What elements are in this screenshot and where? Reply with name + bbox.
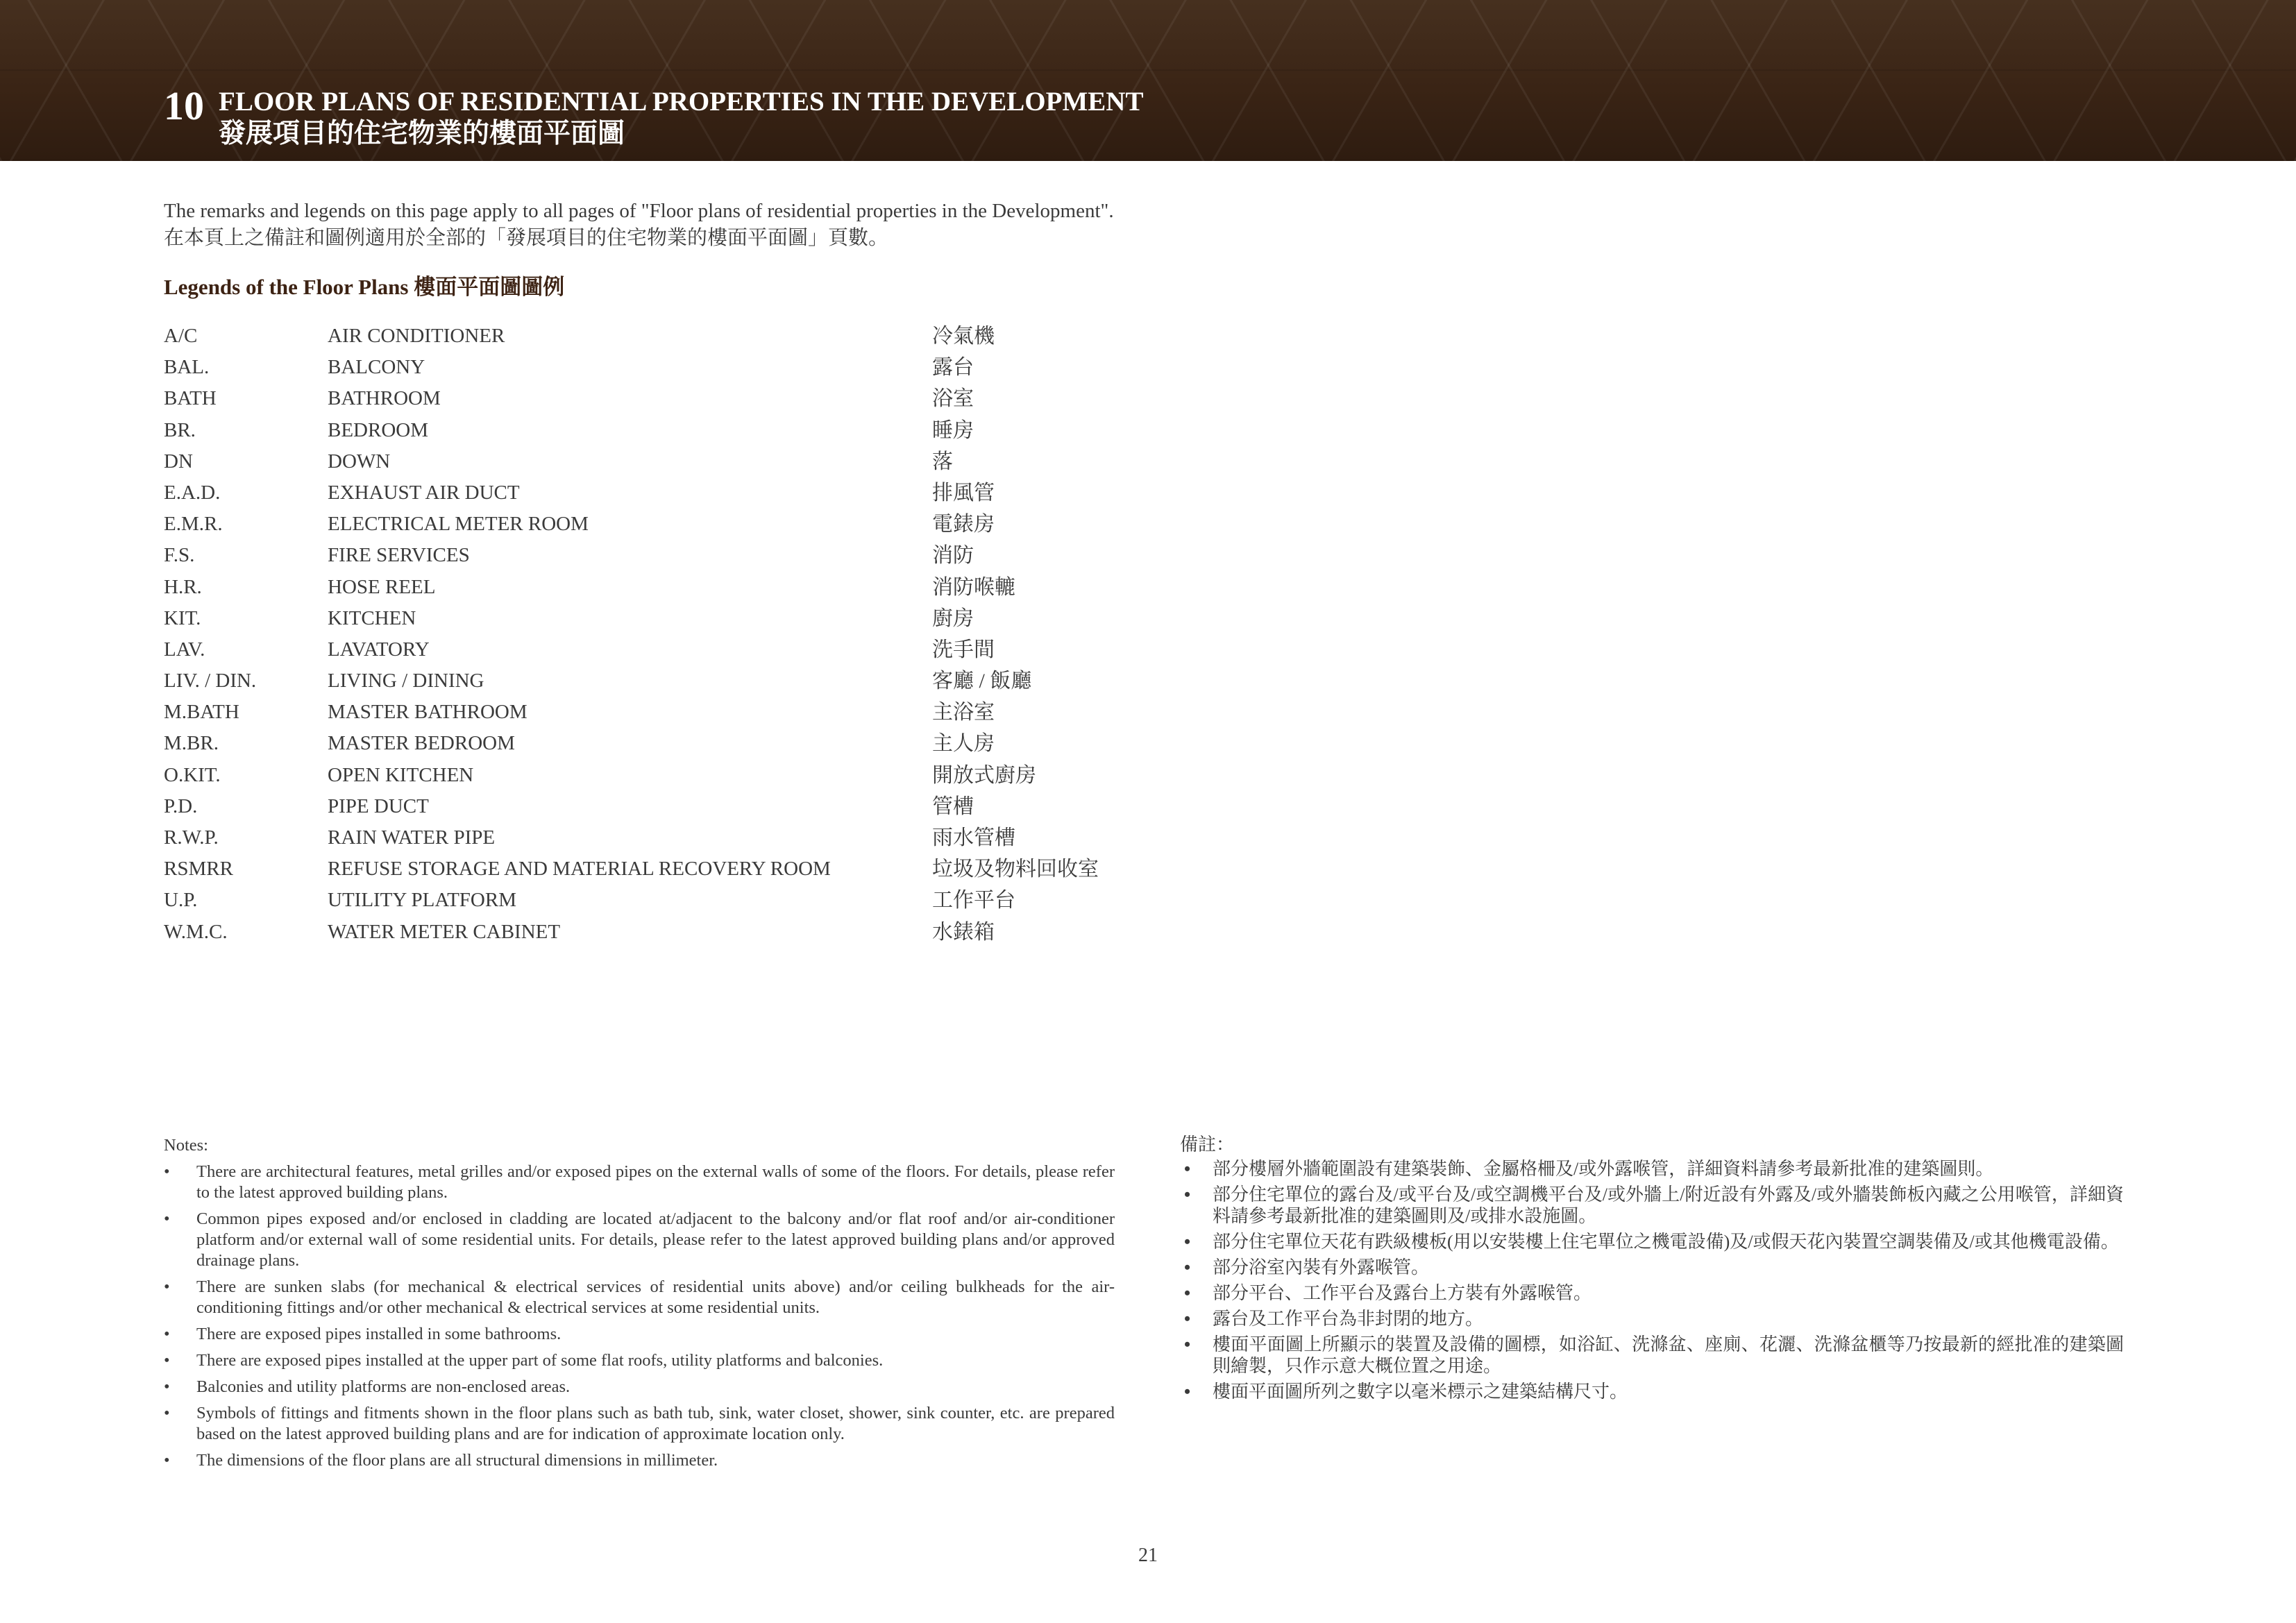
- notes-zh-list: [1180, 1158, 2124, 1402]
- section-title-en: FLOOR PLANS OF RESIDENTIAL PROPERTIES IN THE DEVELOPMENT: [219, 87, 1144, 117]
- page-number: 21: [1138, 1545, 1158, 1566]
- legend-term: OPEN KITCHEN: [328, 763, 474, 786]
- legend-abbreviation: M.BATH: [164, 701, 239, 724]
- notes-en-title: Notes:: [164, 1136, 208, 1155]
- legend-term-zh: 浴室: [932, 387, 974, 411]
- legend-term-zh: 廚房: [932, 606, 974, 630]
- note-item: • There are exposed pipes installed in some bathrooms.: [164, 1324, 1115, 1345]
- legend-term: FIRE SERVICES: [328, 544, 470, 567]
- legend-term: UTILITY PLATFORM: [328, 889, 517, 912]
- legend-abbreviation: M.BR.: [164, 732, 219, 755]
- note-item: • There are exposed pipes installed at the upper part of some flat roofs, utility platforms and balconies.: [164, 1350, 1115, 1371]
- note-item: • 樓面平面圖所列之數字以毫米標示之建築結構尺寸。: [1180, 1381, 2124, 1402]
- legend-term-zh: 電錶房: [932, 513, 995, 536]
- legend-term-zh: 開放式廚房: [932, 763, 1036, 787]
- legend-abbreviation: H.R.: [164, 575, 202, 598]
- legend-term: MASTER BATHROOM: [328, 701, 527, 724]
- legend-abbreviation: E.A.D.: [164, 481, 221, 504]
- section-title-zh: 發展項目的住宅物業的樓面平面圖: [219, 119, 625, 148]
- legend-abbreviation: RSMRR: [164, 858, 233, 881]
- legend-term: LAVATORY: [328, 638, 430, 661]
- notes-en-list: [164, 1162, 1115, 1471]
- legend-term-zh: 客廳 / 飯廳: [932, 670, 1032, 693]
- legend-abbreviation: BAL.: [164, 356, 210, 379]
- legend-abbreviation: BATH: [164, 387, 217, 410]
- legend-term: LIVING / DINING: [328, 670, 484, 692]
- note-item: • 露台及工作平台為非封閉的地方。: [1180, 1308, 2124, 1329]
- note-item: • Common pipes exposed and/or enclosed in cladding are located at/adjacent to the balcony and/or flat roof and/or air-conditioner platform and/or external wall of some residential units. For details, please refer to the latest approved building plans and/or approved drainage plans.: [164, 1209, 1115, 1271]
- legend-term: BEDROOM: [328, 418, 429, 441]
- legend-term-zh: 水錶箱: [932, 920, 995, 944]
- note-item: • 部分樓層外牆範圍設有建築裝飾、金屬格柵及/或外露喉管，詳細資料請參考最新批准的建築圖則。: [1180, 1158, 2124, 1180]
- legend-term: EXHAUST AIR DUCT: [328, 481, 520, 504]
- legend-abbreviation: E.M.R.: [164, 513, 223, 536]
- legend-term: HOSE REEL: [328, 575, 436, 598]
- legend-abbreviation: A/C: [164, 325, 198, 347]
- section-header-banner: [0, 0, 2296, 161]
- legend-term-zh: 管槽: [932, 794, 974, 818]
- legend-term-zh: 冷氣機: [932, 325, 995, 348]
- legend-term: BATHROOM: [328, 387, 441, 410]
- intro-text: [164, 198, 1114, 252]
- legend-term-zh: 洗手間: [932, 638, 995, 661]
- legend-abbreviation: BR.: [164, 418, 196, 441]
- legend-abbreviation: LIV. / DIN.: [164, 670, 257, 692]
- legend-term-zh: 垃圾及物料回收室: [932, 858, 1099, 881]
- legend-abbreviation: O.KIT.: [164, 763, 221, 786]
- legend-term-zh: 消防: [932, 544, 974, 568]
- legend-abbreviation: R.W.P.: [164, 826, 219, 849]
- note-item: • Balconies and utility platforms are non-enclosed areas.: [164, 1377, 1115, 1397]
- legend-term: REFUSE STORAGE AND MATERIAL RECOVERY ROOM: [328, 858, 831, 881]
- note-item: • 部分住宅單位天花有跌級樓板(用以安裝樓上住宅單位之機電設備)及/或假天花內裝置空調裝備及/或其他機電設備。: [1180, 1231, 2124, 1252]
- legend-abbreviation: DN: [164, 450, 193, 473]
- note-item: • Symbols of fittings and fitments shown in the floor plans such as bath tub, sink, water closet, shower, sink counter, etc. are prepared based on the latest approved building plans and are for indication of approximate location only.: [164, 1403, 1115, 1445]
- section-number: 10: [164, 83, 204, 128]
- legend-term-zh: 排風管: [932, 481, 995, 504]
- notes-zh-title: 備註：: [1180, 1135, 1235, 1155]
- notes-en: [164, 1135, 1115, 1477]
- legend-term: MASTER BEDROOM: [328, 732, 515, 755]
- legend-term: AIR CONDITIONER: [328, 325, 505, 347]
- legend-abbreviation: P.D.: [164, 794, 198, 817]
- intro-text-zh: 在本頁上之備註和圖例適用於全部的「發展項目的住宅物業的樓面平面圖」頁數。: [164, 227, 889, 249]
- note-item: • 樓面平面圖上所顯示的裝置及設備的圖標，如浴缸、洗滌盆、座廁、花灑、洗滌盆櫃等乃按最新的經批准的建築圖則繪製，只作示意大概位置之用途。: [1180, 1334, 2124, 1377]
- legend-term-zh: 主人房: [932, 732, 995, 756]
- note-item: • 部分住宅單位的露台及/或平台及/或空調機平台及/或外牆上/附近設有外露及/或外牆裝飾板內藏之公用喉管，詳細資料請參考最新批准的建築圖則及/或排水設施圖。: [1180, 1184, 2124, 1227]
- legend-term: ELECTRICAL METER ROOM: [328, 513, 589, 536]
- legend-term-zh: 雨水管槽: [932, 826, 1015, 849]
- legend-term: PIPE DUCT: [328, 794, 429, 817]
- legend-term-zh: 工作平台: [932, 889, 1015, 912]
- legend-term-zh: 睡房: [932, 418, 974, 442]
- legend-term-zh: 主浴室: [932, 701, 995, 724]
- legend-abbreviation: W.M.C.: [164, 920, 228, 943]
- legend-term: DOWN: [328, 450, 391, 473]
- legend-abbreviation: U.P.: [164, 889, 198, 912]
- legend-abbreviation: LAV.: [164, 638, 205, 661]
- legend-term: RAIN WATER PIPE: [328, 826, 496, 849]
- legend-abbreviation: KIT.: [164, 606, 201, 629]
- note-item: • There are architectural features, metal grilles and/or exposed pipes on the external walls of some of the floors. For details, please refer to the latest approved building plans.: [164, 1162, 1115, 1203]
- note-item: • 部分平台、工作平台及露台上方裝有外露喉管。: [1180, 1282, 2124, 1304]
- legend-term-zh: 露台: [932, 356, 974, 380]
- section-title: [219, 86, 1143, 150]
- note-item: • There are sunken slabs (for mechanical & electrical services of residential units above) and/or ceiling bulkheads for the air-conditioning fittings and/or other mechanical & electrical services at some residential units.: [164, 1277, 1115, 1318]
- intro-text-en: The remarks and legends on this page apply to all pages of "Floor plans of residential properties in the Development".: [164, 200, 1114, 222]
- legend-abbreviation: F.S.: [164, 544, 195, 567]
- legend-term: WATER METER CABINET: [328, 920, 561, 943]
- legend-term-zh: 消防喉轆: [932, 575, 1015, 599]
- notes-zh: [1180, 1134, 2124, 1407]
- note-item: • 部分浴室內裝有外露喉管。: [1180, 1257, 2124, 1278]
- legend-term: KITCHEN: [328, 606, 416, 629]
- legend-heading: Legends of the Floor Plans 樓面平面圖圖例: [164, 275, 565, 299]
- legend-term: BALCONY: [328, 356, 425, 379]
- legend-term-zh: 落: [932, 450, 953, 473]
- note-item: • The dimensions of the floor plans are all structural dimensions in millimeter.: [164, 1450, 1115, 1471]
